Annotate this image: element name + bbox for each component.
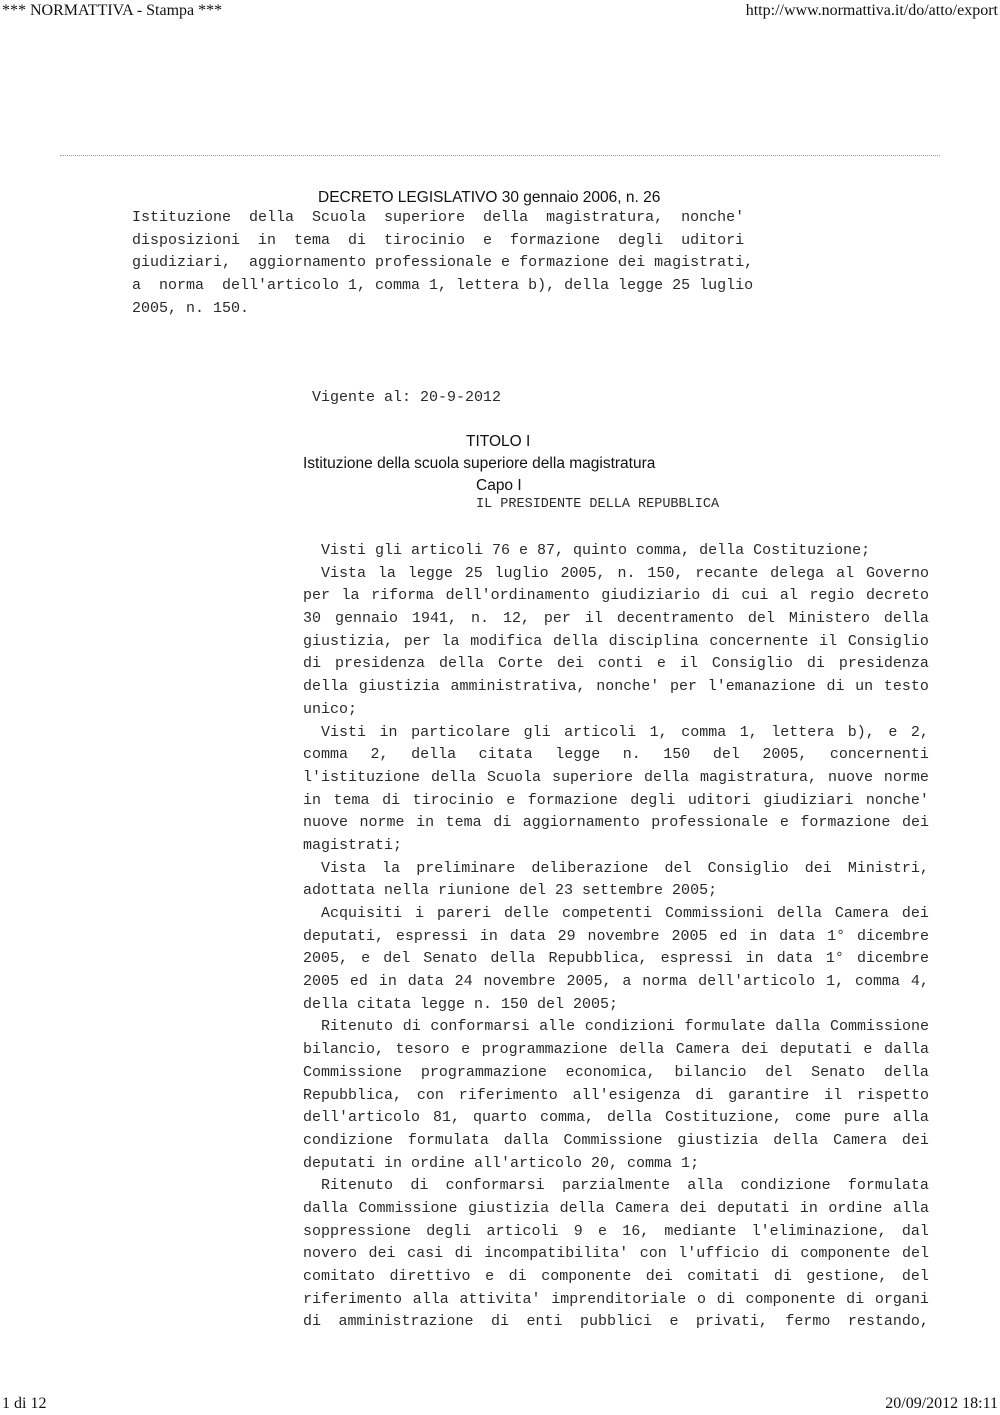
body-line: 2005 ed in data 24 novembre 2005, a norma dell'articolo 1, comma 4, — [303, 973, 929, 991]
body-line: soppressione degli articoli 9 e 16, mediante l'eliminazione, dal — [303, 1222, 929, 1240]
page-counter: 1 di 12 — [2, 1395, 47, 1412]
body-line: magistrati; — [303, 836, 403, 854]
body-line: Acquisiti i pareri delle competenti Commissioni della Camera dei — [303, 905, 929, 922]
body-line: in tema di tirocinio e formazione degli uditori giudiziari nonche' — [303, 791, 929, 809]
print-timestamp: 20/09/2012 18:11 — [885, 1395, 998, 1412]
subtitle-line: giudiziari, aggiornamento professionale e formazione dei magistrati, — [132, 254, 754, 272]
subtitle-line: disposizioni in tema di tirocinio e formazione degli uditori — [132, 231, 745, 249]
subtitle-line: 2005, n. 150. — [132, 299, 250, 317]
body-line: Visti gli articoli 76 e 87, quinto comma, della Costituzione; — [303, 542, 871, 559]
titolo-label: TITOLO I — [466, 433, 531, 450]
separator-rule — [60, 155, 940, 156]
body-line: Commissione programmazione economica, bilancio del Senato della — [303, 1063, 929, 1081]
document-subtitle — [132, 207, 758, 320]
body-line: deputati, espressi in data 29 novembre 2005 ed in data 1° dicembre — [303, 927, 929, 945]
capo-label: Capo I — [476, 477, 522, 494]
body-line: riferimento alla attivita' imprenditoriale o di componente di organi — [303, 1290, 929, 1308]
body-line: Vista la preliminare deliberazione del Consiglio dei Ministri, — [303, 859, 929, 877]
body-line: novero dei casi di incompatibilita' con l'ufficio di componente del — [303, 1245, 929, 1263]
body-line: nuove norme in tema di aggiornamento professionale e formazione dei — [303, 814, 929, 832]
body-line: l'istituzione della Scuola superiore della magistratura, nuove norme — [303, 768, 929, 786]
titolo-heading: Istituzione della scuola superiore della magistratura — [303, 455, 656, 472]
body-line: giustizia, per la modifica della disciplina concernente il Consiglio — [303, 632, 929, 650]
body-line: 2005, e del Senato della Repubblica, espressi in data 1° dicembre — [303, 950, 929, 968]
document-title: DECRETO LEGISLATIVO 30 gennaio 2006, n. 26 — [318, 189, 661, 206]
body-line: di presidenza della Corte dei conti e il Consiglio di presidenza — [303, 655, 929, 673]
body-line: dalla Commissione giustizia della Camera dei deputati in ordine alla — [303, 1199, 929, 1217]
body-line: Vista la legge 25 luglio 2005, n. 150, recante delega al Governo — [303, 564, 929, 582]
body-line: della giustizia amministrativa, nonche' per l'emanazione di un testo — [303, 678, 929, 696]
body-line: adottata nella riunione del 23 settembre 2005; — [303, 882, 718, 900]
presidente-heading: IL PRESIDENTE DELLA REPUBBLICA — [476, 497, 720, 512]
body-line: Repubblica, con riferimento all'esigenza di garantire il rispetto — [303, 1086, 929, 1104]
vigente-date: Vigente al: 20-9-2012 — [312, 389, 502, 406]
subtitle-line: a norma dell'articolo 1, comma 1, lettera b), della legge 25 luglio — [132, 277, 754, 295]
body-line: per la riforma dell'ordinamento giudiziario di cui al regio decreto — [303, 587, 929, 605]
body-line: condizione formulata dalla Commissione giustizia della Camera dei — [303, 1131, 929, 1149]
body-line: comitato direttivo e di componente dei comitati di gestione, del — [303, 1268, 929, 1285]
print-header-url: http://www.normattiva.it/do/atto/export — [745, 2, 998, 19]
body-line: unico; — [303, 700, 358, 718]
body-line: di amministrazione di enti pubblici e privati, fermo restando, — [303, 1313, 929, 1331]
body-line: Ritenuto di conformarsi alle condizioni formulate dalla Commissione — [303, 1018, 929, 1036]
body-line: Visti in particolare gli articoli 1, comma 1, lettera b), e 2, — [303, 723, 929, 741]
body-line: della citata legge n. 150 del 2005; — [303, 995, 619, 1013]
subtitle-line: Istituzione della Scuola superiore della magistratura, nonche' — [132, 209, 745, 226]
body-line: bilancio, tesoro e programmazione della Camera dei deputati e dalla — [303, 1041, 929, 1059]
body-line: deputati in ordine all'articolo 20, comma 1; — [303, 1154, 700, 1172]
body-line: dell'articolo 81, quarto comma, della Costituzione, come pure alla — [303, 1109, 929, 1127]
body-line: comma 2, della citata legge n. 150 del 2005, concernenti — [303, 746, 929, 764]
document-body — [303, 540, 929, 1334]
print-header-title: *** NORMATTIVA - Stampa *** — [2, 2, 223, 19]
body-line: 30 gennaio 1941, n. 12, per il decentramento del Ministero della — [303, 610, 929, 628]
body-line: Ritenuto di conformarsi parzialmente alla condizione formulata — [303, 1177, 929, 1195]
